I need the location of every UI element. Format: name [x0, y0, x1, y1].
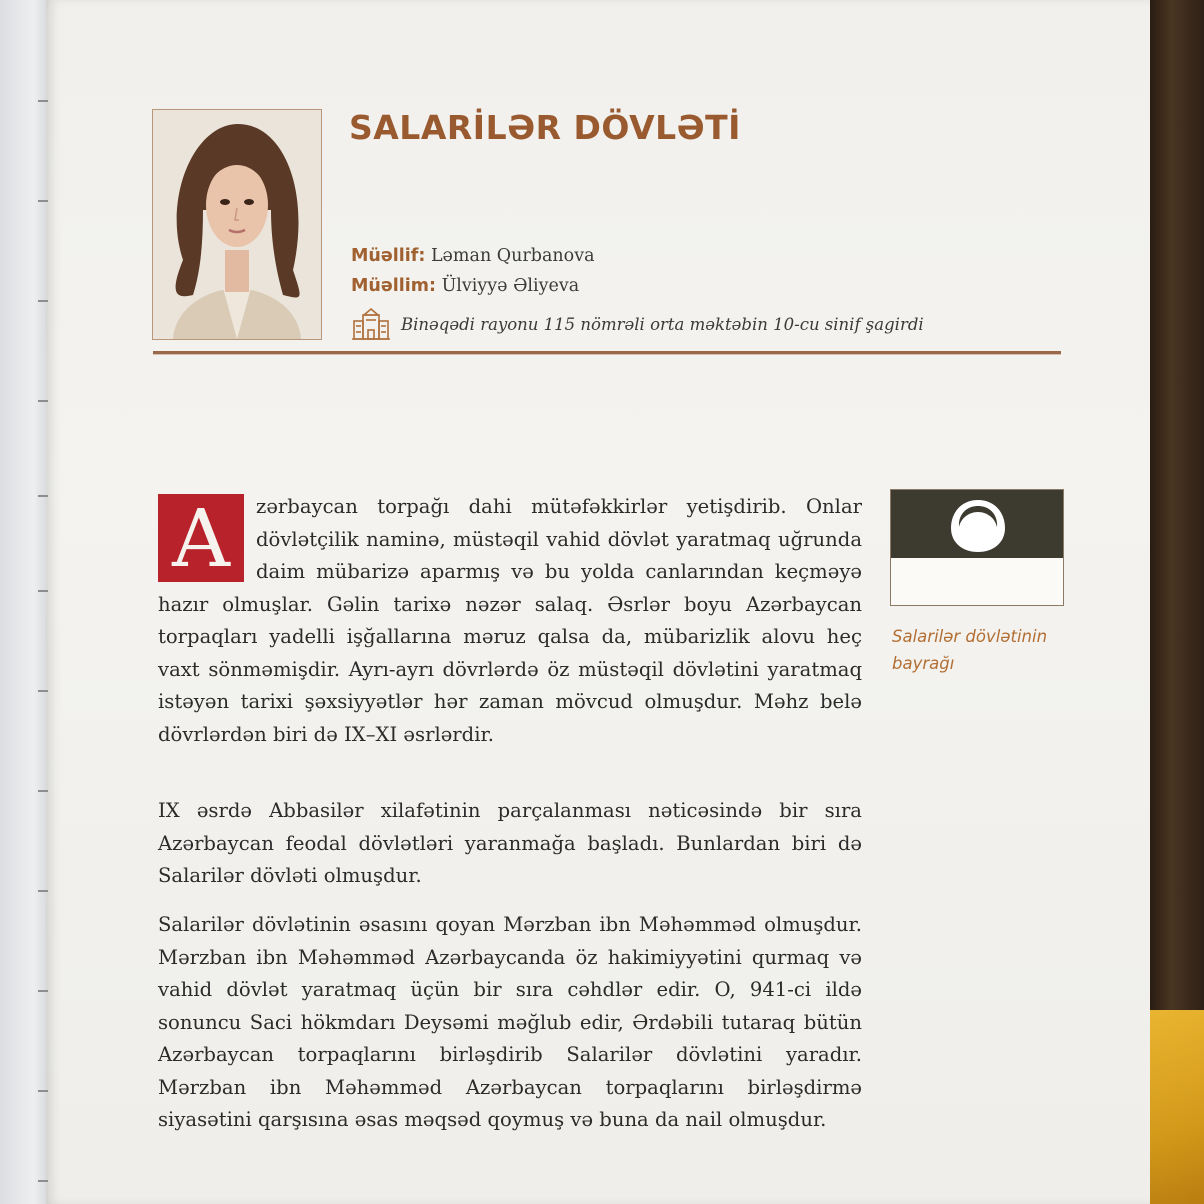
author-name: Ləman Qurbanova [430, 246, 595, 266]
paragraph-2-text: IX əsrdə Abbasilər xilafətinin parçalanması nəticəsində bir sıra Azərbaycan feodal dövlətləri yaranmağa başladı. Bunlardan biri də Salarilər dövləti olmuşdur. [158, 799, 862, 887]
drop-cap: A [158, 494, 244, 582]
article-title: SALARİLƏR DÖVLƏTİ [349, 108, 741, 147]
school-building-icon [351, 307, 391, 341]
page-binding [38, 90, 50, 1190]
paragraph-2 [158, 795, 862, 893]
flag-caption: Salarilər dövlətinin bayrağı [892, 627, 1048, 673]
header-divider [153, 351, 1061, 355]
paragraph-3-text: Salarilər dövlətinin əsasını qoyan Mərzban ibn Məhəmməd olmuşdur. Mərzban ibn Məhəmməd Azərbaycanda öz hakimiyyətini qurmaq və vahid dövlət yaratmaq üçün bir sıra cəhdlər edir. O, 941-ci ildə sonuncu Saci hökmdarı Deysəmi məğlub edir, Ərdəbili tutaraq bütün Azərbaycan torpaqlarını birləşdirib Salarilər dövlətini yaradır. Mərzban ibn Məhəmməd Azərbaycan torpaqlarını birləşdirmə siyasətini qarşısına əsas məqsəd qoymuş və buna da nail olmuşdur. [158, 913, 862, 1131]
teacher-name: Ülviyyə Əliyeva [441, 276, 580, 296]
teacher-label: Müəllim: [351, 276, 436, 296]
author-photo [152, 109, 322, 340]
school-text: Binəqədi rayonu 115 nömrəli orta məktəbin 10-cu sinif şagirdi [401, 314, 924, 334]
desk-object [1150, 1010, 1204, 1204]
paragraph-1-text: zərbaycan torpağı dahi mütəfəkkirlər yetişdirib. Onlar dövlətçilik naminə, müstəqil vahid dövlət yaratmaq uğrunda daim mübarizə aparmış və bu yolda canlarından keçməyə hazır olmuşlar. Gəlin tarixə nəzər salaq. Əsrlər boyu Azərbaycan torpaqları yadelli işğallarına məruz qalsa da, mübarizlik alovu heç vaxt sönməmişdir. Ayrı-ayrı dövrlərdə öz müstəqil dövlətini yaratmaq istəyən tarixi şəxsiyyətlər hər zaman mövcud olmuşdur. Məhz belə dövrlərdən biri də IX–XI əsrlərdir. [158, 495, 862, 746]
salarid-flag [890, 489, 1064, 606]
paragraph-3 [158, 909, 862, 1137]
author-line [351, 246, 595, 266]
paragraph-1 [158, 491, 862, 751]
school-line [351, 307, 924, 341]
teacher-line [351, 276, 579, 296]
crescent-icon [947, 496, 1009, 556]
author-label: Müəllif: [351, 246, 426, 266]
